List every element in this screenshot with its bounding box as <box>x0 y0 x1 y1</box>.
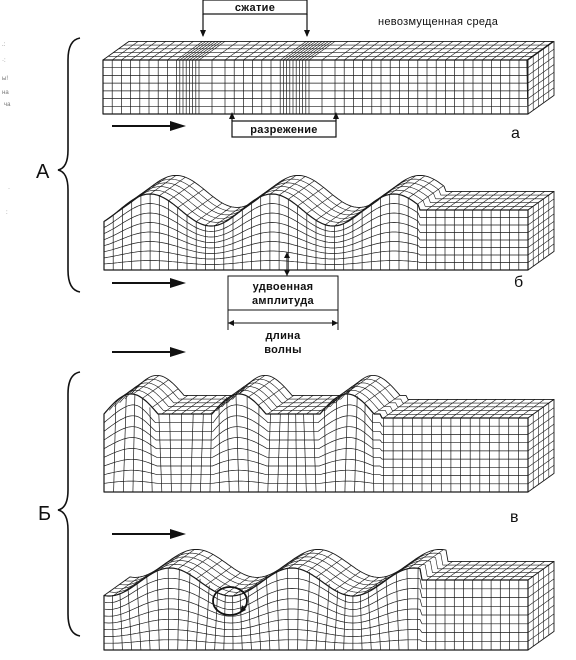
undisturbed-label: невозмущенная среда <box>378 16 499 28</box>
propagation-arrow-a <box>112 121 186 131</box>
propagation-arrow-g <box>112 529 186 539</box>
svg-text:на: на <box>2 90 9 96</box>
double-amplitude-line2: амплитуда <box>252 295 314 307</box>
wavelength-line1: длина <box>265 330 301 342</box>
block-b-transverse-wave <box>104 175 554 270</box>
panel-a-letter: а <box>511 125 520 142</box>
panel-b-letter: б <box>514 274 524 291</box>
group-a-label: А <box>36 161 50 183</box>
rarefaction-callout <box>229 112 339 137</box>
svg-text:ча: ча <box>4 102 11 108</box>
propagation-arrow-v <box>112 347 186 357</box>
rarefaction-label: разрежение <box>250 124 318 136</box>
wavelength-callout <box>228 310 338 356</box>
propagation-arrow-b <box>112 278 186 288</box>
panel-v-letter: в <box>510 509 519 526</box>
svg-text:·: · <box>8 186 10 192</box>
block-g-rolling-wave <box>104 549 554 650</box>
group-b-label: Б <box>38 503 52 525</box>
block-a-compression-wave <box>103 41 554 114</box>
wavelength-line2: волны <box>264 344 302 356</box>
svg-text:ы!: ы! <box>2 76 8 82</box>
margin-scraps <box>2 42 11 216</box>
compression-label: сжатие <box>234 2 276 14</box>
block-v-surface-wave <box>104 375 554 492</box>
svg-text:.:: .: <box>2 42 6 48</box>
svg-text::: : <box>6 210 8 216</box>
double-amplitude-line1: удвоенная <box>252 281 314 293</box>
svg-text:·:: ·: <box>2 58 6 64</box>
front-face <box>103 60 528 114</box>
brace-b <box>58 372 80 636</box>
compression-callout <box>200 0 310 37</box>
brace-a <box>58 38 80 292</box>
